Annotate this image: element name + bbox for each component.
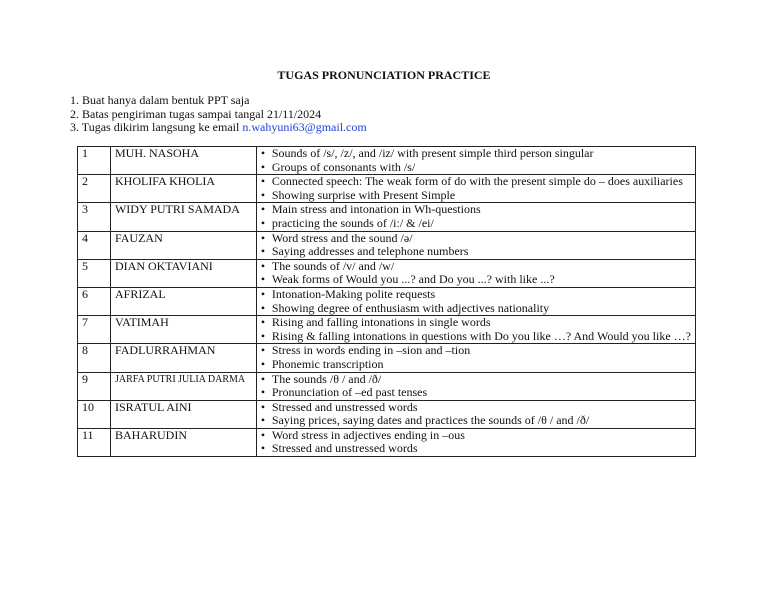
email-link[interactable]: n.wahyuni63@gmail.com — [242, 120, 367, 134]
row-number: 4 — [78, 231, 111, 259]
instruction-line: 2. Batas pengiriman tugas sampai tangal 21/11/2024 — [70, 106, 322, 121]
row-number: 3 — [78, 203, 111, 231]
assignment-table-body — [78, 147, 696, 457]
student-name: VATIMAH — [110, 316, 256, 344]
instruction-line — [70, 121, 367, 135]
table-row — [78, 316, 696, 344]
table-row — [78, 344, 696, 372]
topic-item: • Intonation-Making polite requests — [261, 288, 691, 302]
table-row — [78, 147, 696, 175]
student-name: KHOLIFA KHOLIA — [110, 175, 256, 203]
table-row — [78, 400, 696, 428]
topic-item: • Phonemic transcription — [261, 358, 691, 372]
topic-list — [261, 203, 691, 230]
topic-item: • Pronunciation of –ed past tenses — [261, 386, 691, 400]
topic-item: • Showing degree of enthusiasm with adjectives nationality — [261, 302, 691, 316]
topic-cell — [256, 287, 695, 315]
row-number: 5 — [78, 259, 111, 287]
topic-list — [261, 344, 691, 371]
student-name: FADLURRAHMAN — [110, 344, 256, 372]
row-number: 6 — [78, 287, 111, 315]
row-number: 11 — [78, 428, 111, 456]
topic-list — [261, 260, 691, 287]
student-name: ISRATUL AINI — [110, 400, 256, 428]
topic-list — [261, 429, 691, 456]
topic-list — [261, 232, 691, 259]
topic-cell — [256, 316, 695, 344]
student-name: MUH. NASOHA — [110, 147, 256, 175]
row-number: 9 — [78, 372, 111, 400]
topic-cell — [256, 231, 695, 259]
topic-item: • Sounds of /s/, /z/, and /iz/ with present simple third person singular — [261, 147, 691, 161]
assignment-table — [77, 146, 696, 457]
topic-list — [261, 316, 691, 343]
topic-list — [261, 401, 691, 428]
topic-item: • The sounds of /v/ and /w/ — [261, 260, 691, 274]
row-number: 2 — [78, 175, 111, 203]
topic-cell — [256, 344, 695, 372]
student-name: AFRIZAL — [110, 287, 256, 315]
topic-item: • practicing the sounds of /iː/ & /ei/ — [261, 217, 691, 231]
student-name: BAHARUDIN — [110, 428, 256, 456]
instructions-list — [70, 94, 367, 135]
topic-item: • Saying prices, saying dates and practices the sounds of /θ / and /ð/ — [261, 414, 691, 428]
row-number: 1 — [78, 147, 111, 175]
table-row — [78, 259, 696, 287]
topic-item: • Rising & falling intonations in questions with Do you like …? And Would you like …? — [261, 330, 691, 344]
table-row — [78, 175, 696, 203]
topic-list — [261, 175, 691, 202]
row-number: 10 — [78, 400, 111, 428]
student-name: WIDY PUTRI SAMADA — [110, 203, 256, 231]
table-row — [78, 231, 696, 259]
topic-cell — [256, 175, 695, 203]
topic-list — [261, 288, 691, 315]
row-number: 7 — [78, 316, 111, 344]
topic-cell — [256, 147, 695, 175]
topic-item: • Stress in words ending in –sion and –tion — [261, 344, 691, 358]
topic-cell — [256, 259, 695, 287]
topic-item: • Showing surprise with Present Simple — [261, 189, 691, 203]
student-name: DIAN OKTAVIANI — [110, 259, 256, 287]
topic-item: • Groups of consonants with /s/ — [261, 161, 691, 175]
topic-item: • Word stress and the sound /ə/ — [261, 232, 691, 246]
table-row — [78, 203, 696, 231]
topic-item: • Word stress in adjectives ending in –ous — [261, 429, 691, 443]
topic-item: • The sounds /θ / and /ð/ — [261, 373, 691, 387]
topic-cell — [256, 372, 695, 400]
topic-item: • Connected speech: The weak form of do with the present simple do – does auxiliaries — [261, 175, 691, 189]
table-row — [78, 372, 696, 400]
topic-item: • Stressed and unstressed words — [261, 401, 691, 415]
topic-list — [261, 373, 691, 400]
topic-cell — [256, 400, 695, 428]
page-title: TUGAS PRONUNCIATION PRACTICE — [277, 68, 491, 82]
topic-item: • Main stress and intonation in Wh-questions — [261, 203, 691, 217]
topic-cell — [256, 428, 695, 456]
student-name: JARFA PUTRI JULIA DARMA — [110, 372, 256, 400]
instruction-text: 3. Tugas dikirim langsung ke email — [70, 120, 243, 134]
topic-cell — [256, 203, 695, 231]
row-number: 8 — [78, 344, 111, 372]
table-row — [78, 287, 696, 315]
instruction-line: 1. Buat hanya dalam bentuk PPT saja — [70, 93, 250, 107]
table-row — [78, 428, 696, 456]
topic-item: • Stressed and unstressed words — [261, 442, 691, 456]
topic-item: • Saying addresses and telephone numbers — [261, 245, 691, 259]
topic-list — [261, 147, 691, 174]
topic-item: • Weak forms of Would you ...? and Do you ...? with like ...? — [261, 273, 691, 287]
student-name: FAUZAN — [110, 231, 256, 259]
topic-item: • Rising and falling intonations in single words — [261, 316, 691, 330]
